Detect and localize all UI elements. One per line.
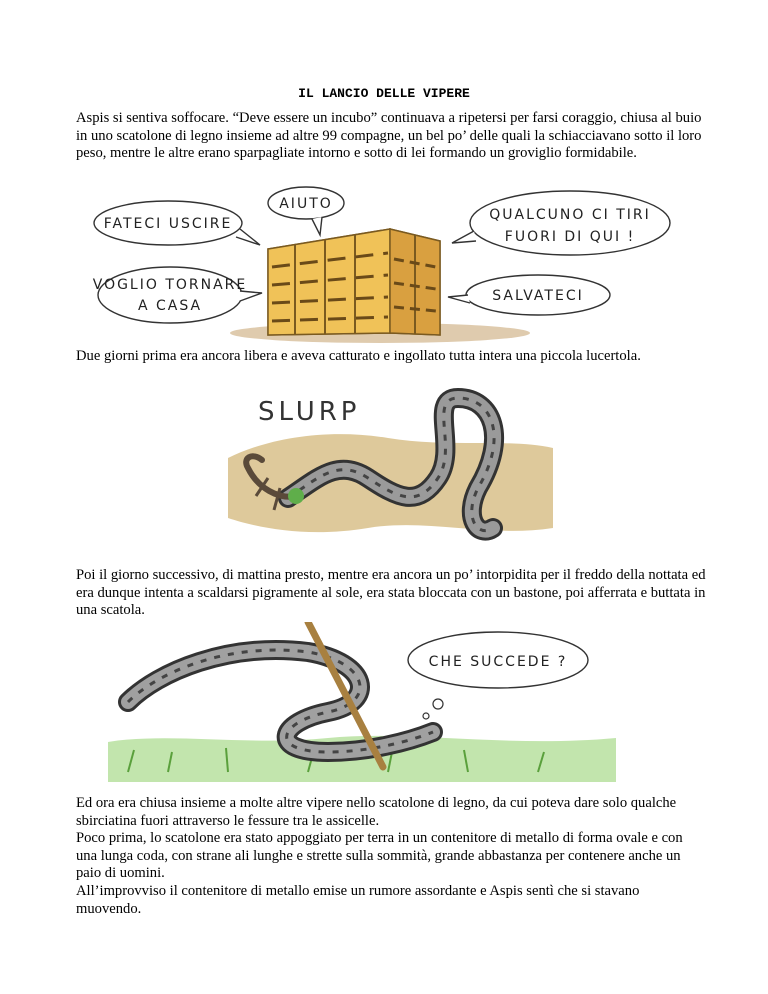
paragraph-lizard: Due giorni prima era ancora libera e aveva catturato e ingollato tutta intera una piccola lucertola.: [76, 348, 641, 364]
illustration-snake-lizard: [228, 378, 553, 548]
paragraph-container: Poco prima, lo scatolone era stato appoggiato per terra in un contenitore di metallo di forma ovale e con una lunga coda, con strane ali lunghe e strette sulla sommità, grande abbastanza per contenere anche un paio di uomini.: [76, 830, 683, 881]
snake-icon: [128, 650, 433, 752]
bubble-text-voglio-2: A CASA: [137, 298, 203, 314]
illustration-snake-stick: [108, 622, 616, 782]
bubble-text-che-succede: CHE SUCCEDE ?: [428, 654, 568, 670]
speech-bubble-aiuto: [268, 187, 344, 235]
paragraph-noise: All’improvviso il contenitore di metallo emise un rumore assordante e Aspis sentì che si stavano muovendo.: [76, 883, 640, 917]
bubble-text-voglio-1: VOGLIO TORNARE: [92, 277, 248, 293]
paragraph-crate: Ed ora era chiusa insieme a molte altre vipere nello scatolone di legno, da cui poteva dare solo qualche sbirciatina fuori attraverso le fessure tra le assicelle.: [76, 795, 677, 829]
crate-icon: [268, 229, 440, 335]
paragraph-capture: Poi il giorno successivo, di mattina presto, mentre era ancora un po’ intorpidita per il freddo della nottata ed era dunque intenta a scaldarsi pigramente al sole, era stata bloccata con un bastone, poi afferrata e buttata in una scatola.: [76, 567, 706, 618]
bubble-text-fateci: FATECI USCIRE: [103, 216, 233, 232]
bubble-text-salvateci: SALVATECI: [492, 288, 584, 304]
sfx-slurp: SLURP: [258, 397, 361, 427]
speech-bubble-salvateci: [448, 275, 610, 315]
page-title: IL LANCIO DELLE VIPERE: [298, 86, 470, 101]
speech-bubble-fateci: [94, 201, 260, 245]
illustration-crate: [90, 183, 680, 343]
speech-bubble-qualcuno: [452, 191, 670, 255]
speech-bubble-voglio: [93, 267, 262, 323]
thought-bubble: [408, 632, 588, 719]
bubble-text-qualcuno-2: FUORI DI QUI !: [504, 229, 636, 245]
bubble-text-aiuto: AIUTO: [279, 196, 333, 212]
paragraph-intro: Aspis si sentiva soffocare. “Deve essere un incubo” continuava a ripetersi per farsi coraggio, chiusa al buio in uno scatolone di legno insieme ad altre 99 compagne, un bel po’ delle quali la schiacciavano sotto il loro peso, mentre le altre erano sparpagliate intorno e sotto di lei formando un groviglio formidabile.: [76, 110, 702, 161]
bubble-text-qualcuno-1: QUALCUNO CI TIRI: [489, 207, 651, 223]
